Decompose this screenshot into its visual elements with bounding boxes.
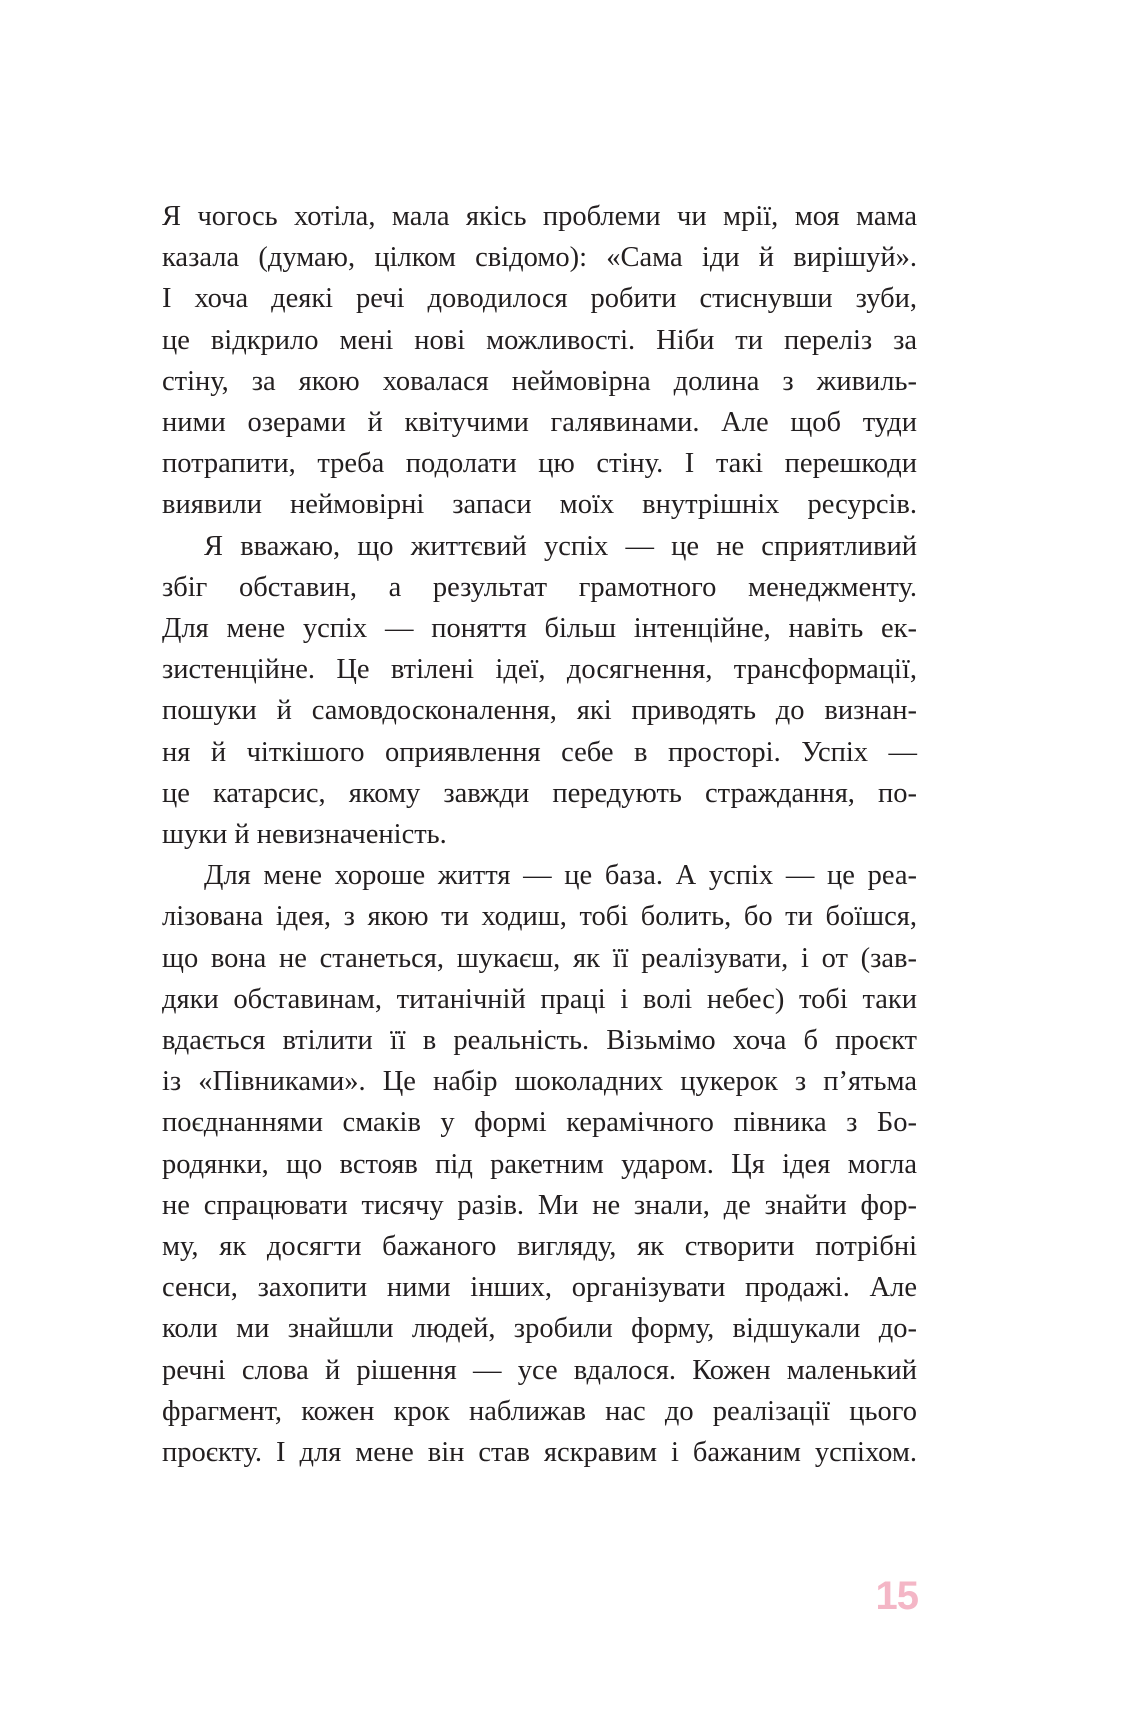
text-line: казала (думаю, цілком свідомо): «Сама іди й вирішуй». bbox=[162, 242, 917, 274]
text-line: це катарсис, якому завжди передують страждання, по- bbox=[162, 777, 917, 809]
page-number: 15 bbox=[875, 1574, 918, 1618]
text-line: родянки, що встояв під ракетним ударом. Ця ідея могла bbox=[162, 1148, 917, 1180]
text-line: І хоча деякі речі доводилося робити стиснувши зуби, bbox=[162, 283, 917, 315]
text-line: Я чогось хотіла, мала якісь проблеми чи мрії, моя мама bbox=[162, 201, 917, 232]
text-line: зистенційне. Це втілені ідеї, досягнення, трансформації, bbox=[162, 654, 917, 686]
paragraph-2 bbox=[162, 526, 917, 856]
text-line: му, як досягти бажаного вигляду, як створити потрібні bbox=[162, 1231, 917, 1263]
text-line: це відкрило мені нові можливості. Ніби ти переліз за bbox=[162, 324, 917, 356]
text-line: поєднаннями смаків у формі керамічного півника з Бо- bbox=[162, 1107, 917, 1139]
text-line: дяки обставинам, титанічній праці і волі небес) тобі таки bbox=[162, 983, 917, 1015]
text-line: шуки й невизначеність. bbox=[162, 819, 447, 851]
text-line: стіну, за якою ховалася неймовірна долина з живиль- bbox=[162, 365, 917, 397]
text-line: проєкту. І для мене він став яскравим і бажаним успіхом. bbox=[162, 1437, 917, 1469]
paragraph-3 bbox=[162, 855, 917, 1473]
text-line: коли ми знайшли людей, зробили форму, відшукали до- bbox=[162, 1313, 917, 1345]
text-line: фрагмент, кожен крок наближав нас до реалізації цього bbox=[162, 1395, 917, 1427]
text-line: Для мене хороше життя — це база. А успіх — це реа- bbox=[204, 860, 917, 892]
text-line: ними озерами й квітучими галявинами. Але щоб туди bbox=[162, 407, 917, 439]
text-line: вдається втілити її в реальність. Візьмімо хоча б проєкт bbox=[162, 1025, 917, 1057]
text-line: збіг обставин, а результат грамотного менеджменту. bbox=[162, 571, 917, 603]
text-line: із «Півниками». Це набір шоколадних цукерок з п’ятьма bbox=[162, 1066, 917, 1098]
text-line: Я вважаю, що життєвий успіх — це не сприятливий bbox=[204, 530, 917, 562]
text-line: потрапити, треба подолати цю стіну. І такі перешкоди bbox=[162, 448, 917, 480]
text-line: пошуки й самовдосконалення, які приводять до визнан- bbox=[162, 695, 917, 727]
text-line: не спрацювати тисячу разів. Ми не знали, де знайти фор- bbox=[162, 1189, 917, 1221]
text-line: виявили неймовірні запаси моїх внутрішніх ресурсів. bbox=[162, 489, 917, 521]
paragraph-1 bbox=[162, 196, 917, 526]
text-line: речні слова й рішення — усе вдалося. Кожен маленький bbox=[162, 1354, 917, 1386]
text-line: сенси, захопити ними інших, організувати продажі. Але bbox=[162, 1272, 917, 1304]
text-line: що вона не станеться, шукаєш, як її реалізувати, і от (зав- bbox=[162, 942, 917, 974]
text-line: лізована ідея, з якою ти ходиш, тобі болить, бо ти боїшся, bbox=[162, 901, 917, 933]
text-line: ня й чіткішого оприявлення себе в просторі. Успіх — bbox=[162, 736, 917, 768]
text-line: Для мене успіх — поняття більш інтенційне, навіть ек- bbox=[162, 613, 917, 645]
body-text bbox=[162, 196, 917, 1473]
